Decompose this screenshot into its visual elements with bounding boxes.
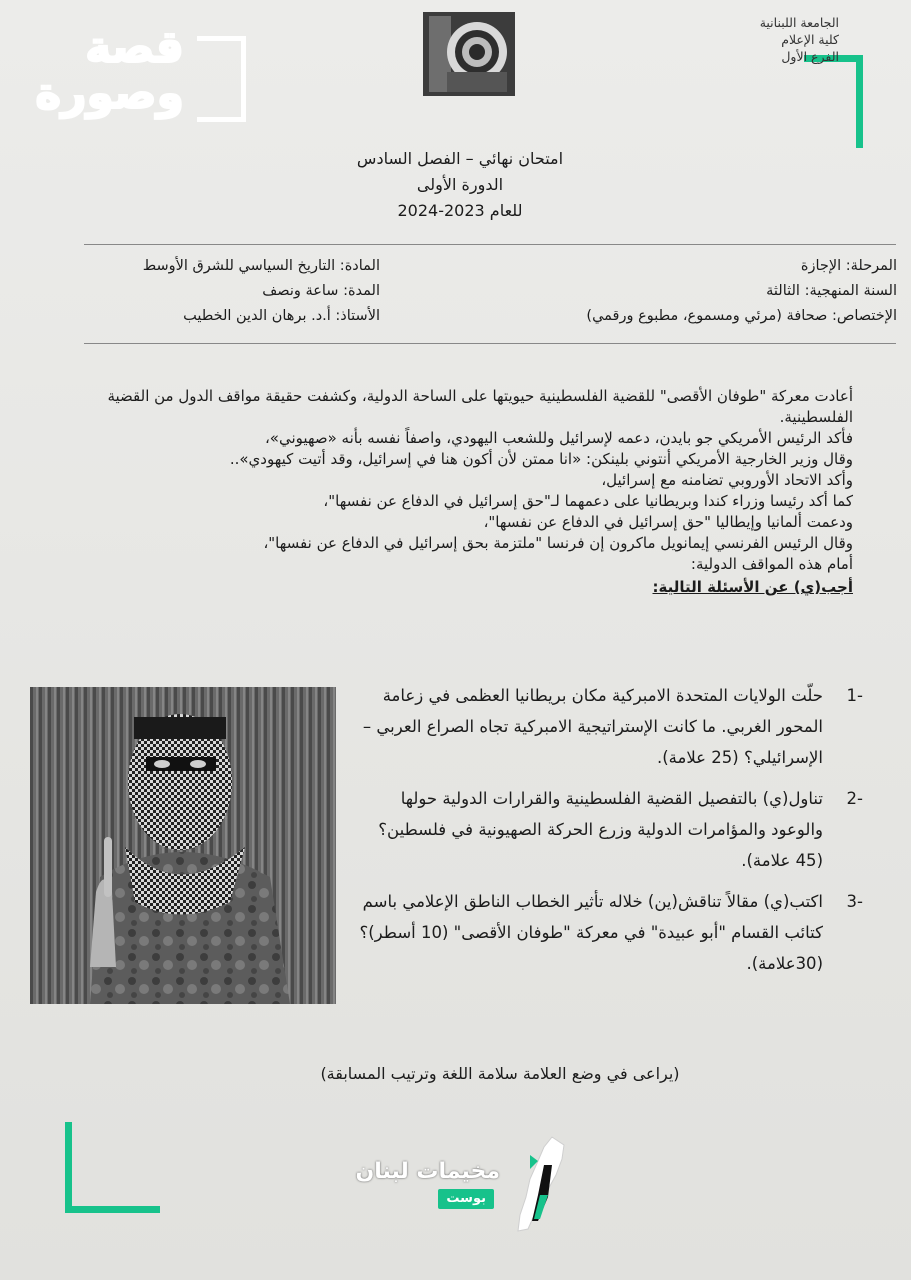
faculty-name: كلية الإعلام [781, 32, 839, 47]
exam-title: امتحان نهائي – الفصل السادس [356, 149, 564, 168]
info-professor: الأستاذ: أ.د. برهان الدين الخطيب [183, 308, 380, 324]
university-header [669, 14, 839, 65]
question-item [351, 680, 863, 773]
question-number: -2 [846, 789, 863, 808]
logo-frame-icon [197, 36, 246, 122]
info-duration: المدة: ساعة ونصف [262, 283, 380, 299]
university-emblem-icon [423, 12, 515, 96]
info-level: المرحلة: الإجازة [800, 258, 897, 274]
question-text: حلّت الولايات المتحدة الامبركية مكان بريطانيا العظمى في زعامة المحور الغربي. ما كانت الإستراتيجية الامبركية تجاه الصراع العربي – الإسرائيلي؟ (25 علامة). [362, 686, 823, 767]
intro-paragraph: وقال الرئيس الفرنسي إيمانويل ماكرون إن فرنسا "ملتزمة بحق إسرائيل في الدفاع عن نفسها"، [263, 534, 853, 552]
corner-bracket-bottom-left [65, 1122, 160, 1213]
question-number: -3 [846, 892, 863, 911]
intro-paragraph: أعادت معركة "طوفان الأقصى" للقضية الفلسطينية حيويتها على الساحة الدولية، وكشفت حقيقة مواقف الدول من القضية الفلسطينية. [107, 387, 853, 426]
exam-info-left [90, 254, 380, 329]
exam-session: الدورة الأولى [416, 175, 504, 194]
site-logo-tag: بوست [438, 1189, 494, 1209]
question-text: اكتب(ي) مقالاً تناقش(ين) خلاله تأثير الخطاب الناطق الإعلامي باسم كتائب القسام "أبو عبيدة" في معركة "طوفان الأقصى" (10 أسطر)؟ (30علامة). [359, 892, 823, 973]
exam-heading [300, 146, 620, 224]
intro-paragraph: وقال وزير الخارجية الأمريكي أنتوني بلينكن: «انا ممتن لأن أكون هنا في إسرائيل، وقد أتيت كيهودي».. [229, 450, 853, 468]
brand-watermark-logo [26, 22, 246, 132]
exam-intro-text [73, 386, 853, 598]
question-item [351, 783, 863, 876]
intro-paragraph: وأكد الاتحاد الأوروبي تضامنه مع إسرائيل، [601, 471, 853, 489]
intro-paragraph: ودعمت ألمانيا وإيطاليا "حق إسرائيل في الدفاع عن نفسها"، [483, 513, 853, 531]
corner-bracket-top-right [804, 55, 863, 148]
intro-paragraph: فأكد الرئيس الأمريكي جو بايدن، دعمه لإسرائيل وللشعب اليهودي، واصفاً نفسه بأنه «صهيوني»، [264, 429, 853, 447]
questions-list [351, 680, 863, 989]
university-name: الجامعة اللبنانية [759, 15, 839, 30]
info-specialization: الإختصاص: صحافة (مرئي ومسموع، مطبوع ورقمي) [586, 308, 897, 324]
site-logo [330, 1135, 580, 1235]
answer-instruction: أجب(ي) عن الأسئلة التالية: [652, 578, 853, 596]
grading-note: (يراعى في وضع العلامة سلامة اللغة وترتيب المسابقة) [320, 1064, 680, 1083]
logo-word-1: قصة [85, 22, 184, 73]
info-study-year: السنة المنهجية: الثالثة [766, 283, 897, 299]
intro-paragraph: كما أكد رئيسا وزراء كندا وبريطانيا على دعمهما لـ"حق إسرائيل في الدفاع عن نفسها"، [323, 492, 853, 510]
question-item [351, 886, 863, 979]
question-number: -1 [846, 686, 863, 705]
question-text: تناول(ي) بالتفصيل القضية الفلسطينية والقرارات الدولية حولها والوعود والمؤامرات الدولية وزرع الحركة الصهيونية في فلسطين؟ (45 علامة). [378, 789, 823, 870]
lebanon-map-icon [500, 1135, 580, 1235]
exam-info-right [517, 254, 897, 329]
intro-paragraph: أمام هذه المواقف الدولية: [690, 555, 853, 573]
site-logo-name: مخيمات لبنان [355, 1159, 500, 1184]
masked-spokesman-photo [30, 687, 336, 1004]
exam-year: للعام 2023-2024 [397, 201, 523, 220]
logo-word-2: وصورة [35, 68, 184, 119]
branch-name: الفرع الأول [781, 49, 839, 64]
info-subject: المادة: التاريخ السياسي للشرق الأوسط [142, 258, 380, 274]
